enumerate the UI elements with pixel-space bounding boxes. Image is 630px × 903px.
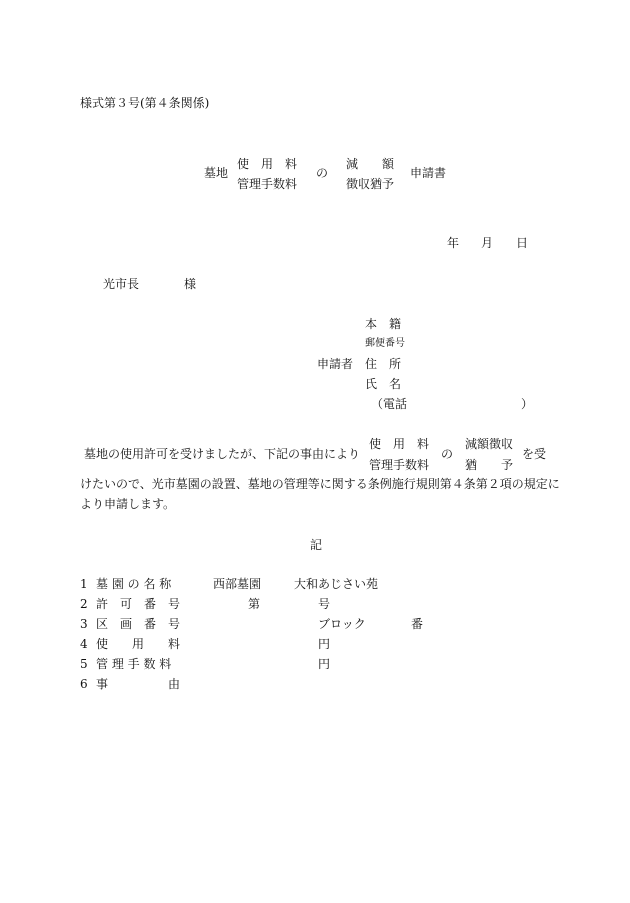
applicant-domicile-label: 本 籍 [365,317,402,331]
addressee-honorific: 様 [184,277,197,291]
applicant-address-label: 住 所 [365,357,402,371]
item-label: 区 画 番 号 [96,617,181,631]
item-value-2: 番 [411,617,424,631]
item-value: ブロック [318,617,366,631]
body-fee-bottom: 管理手数料 [369,458,430,472]
item-label: 許 可 番 号 [96,597,181,611]
item-number: 3 [80,617,88,631]
item-number: 4 [80,637,88,651]
applicant-phone-open: （電話 [371,397,408,411]
title-reduce-top: 減 額 [346,157,395,171]
date-year: 年 [447,236,460,250]
item-label: 使 用 料 [96,637,181,651]
title-fee-top: 使 用 料 [237,157,298,171]
date-day: 日 [516,236,529,250]
item-value: 西部墓園 [213,577,262,591]
item-label: 事 由 [96,677,181,691]
title-fee-bottom: 管理手数料 [237,177,298,191]
date-month: 月 [481,236,494,250]
title-reduce-bottom: 徴収猶予 [346,177,395,191]
item-value: 円 [318,637,331,651]
applicant-phone-close: ） [521,397,534,411]
body-fee-top: 使 用 料 [369,437,430,451]
body-reduce-top: 減額徴収 [465,437,514,451]
form-number-label: 様式第３号(第４条関係) [80,96,210,110]
body-reduce-bottom: 猶 予 [465,458,514,472]
item-value: 第 [248,597,261,611]
body-lead: 墓地の使用許可を受けましたが、下記の事由により [84,447,361,461]
item-label: 墓 園 の 名 称 [96,577,172,591]
body-particle: の [441,447,454,461]
body-line-2: けたいので、光市墓園の設置、墓地の管理等に関する条例施行規則第４条第２項の規定に [80,477,560,491]
ki-heading: 記 [310,538,323,552]
item-value-2: 号 [318,597,331,611]
applicant-label: 申請者 [317,357,354,371]
title-particle: の [316,166,329,180]
applicant-name-label: 氏 名 [365,377,402,391]
item-number: 5 [80,657,88,671]
body-tail: を受 [522,447,547,461]
addressee-name: 光市長 [103,277,140,291]
item-value-2: 大和あじさい苑 [294,577,379,591]
title-prefix: 墓地 [204,166,229,180]
item-number: 6 [80,677,88,691]
applicant-postal-label: 郵便番号 [365,338,405,349]
item-label: 管 理 手 数 料 [96,657,172,671]
body-line-3: より申請します。 [80,497,176,511]
item-value: 円 [318,657,331,671]
item-number: 2 [80,597,88,611]
item-number: 1 [80,577,88,591]
title-suffix: 申請書 [410,166,447,180]
